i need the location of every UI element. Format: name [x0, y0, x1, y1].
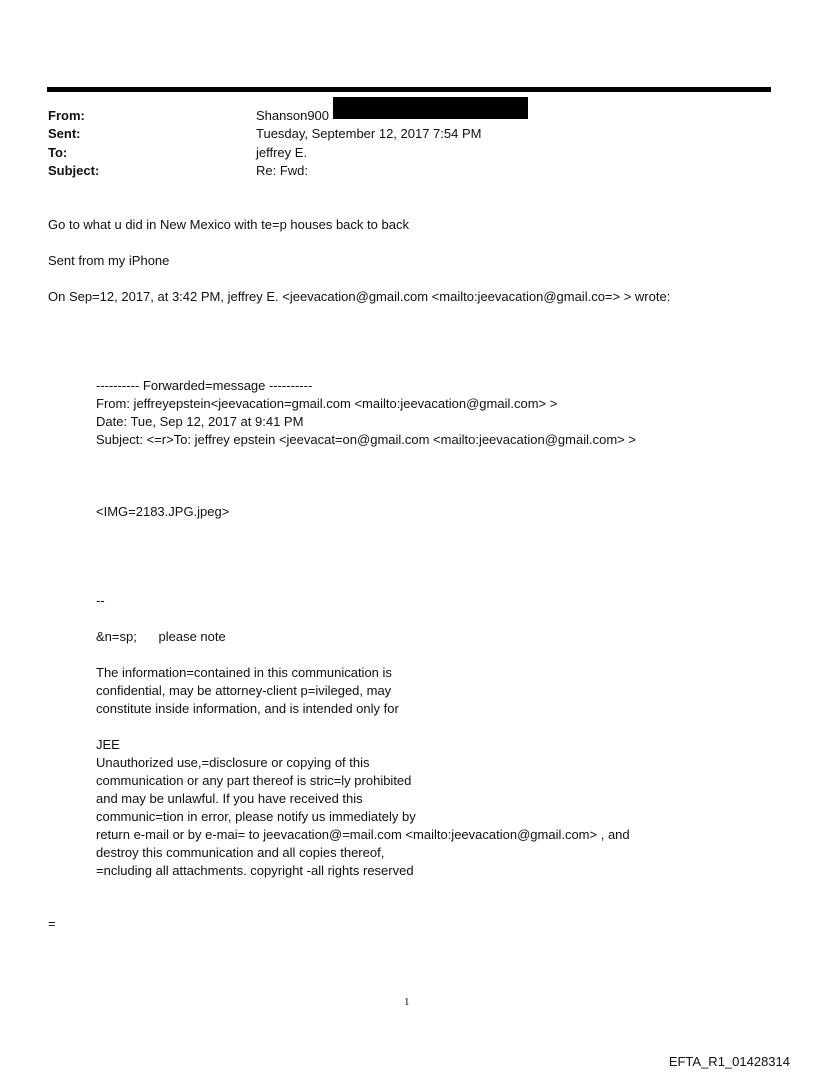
disclaimer-line: communication or any part thereof is stric=ly prohibited — [96, 773, 412, 788]
document-id: EFTA_R1_01428314 — [668, 1054, 790, 1069]
to-value: jeffrey E. — [256, 145, 308, 160]
header-rule — [47, 87, 771, 92]
disclaimer-line: constitute inside information, and is intended only for — [96, 701, 399, 716]
to-label: To: — [48, 145, 68, 160]
redaction-box — [333, 97, 528, 119]
quote-attribution: On Sep=12, 2017, at 3:42 PM, jeffrey E. <jeevacation@gmail.com <mailto:jeevacation@gmail.co=> > wrote: — [48, 289, 671, 304]
page-number: 1 — [404, 996, 410, 1008]
disclaimer-line: communic=tion in error, please notify us immediately by — [96, 809, 416, 824]
subject-value: Re: Fwd: — [256, 163, 309, 178]
from-label: From: — [48, 108, 85, 123]
message-line: Go to what u did in New Mexico with te=p houses back to back — [48, 217, 409, 232]
signature-dashes: -- — [96, 593, 105, 608]
subject-label: Subject: — [48, 163, 100, 178]
forwarded-subject: Subject: <=r>To: jeffrey epstein <jeevacat=on@gmail.com <mailto:jeevacation@gmail.com> > — [96, 432, 636, 447]
forwarded-separator: ---------- Forwarded=message ---------- — [96, 378, 313, 393]
disclaimer-line: return e-mail or by e-mai= to jeevacation@=mail.com <mailto:jeevacation@gmail.com> , and — [96, 827, 630, 842]
from-value: Shanson900 — [256, 108, 330, 123]
please-note: &n=sp; please note — [96, 629, 226, 644]
disclaimer-line: Unauthorized use,=disclosure or copying of this — [96, 755, 370, 770]
disclaimer-line: =ncluding all attachments. copyright -all rights reserved — [96, 863, 414, 878]
disclaimer-jee: JEE — [96, 737, 120, 752]
disclaimer-line: destroy this communication and all copies thereof, — [96, 845, 385, 860]
forwarded-from: From: jeffreyepstein<jeevacation=gmail.com <mailto:jeevacation@gmail.com> > — [96, 396, 558, 411]
signature-line: Sent from my iPhone — [48, 253, 170, 268]
disclaimer-line: The information=contained in this communication is — [96, 665, 392, 680]
trailing-equals: = — [48, 916, 56, 931]
disclaimer-line: confidential, may be attorney-client p=ivileged, may — [96, 683, 392, 698]
sent-label: Sent: — [48, 126, 81, 141]
forwarded-date: Date: Tue, Sep 12, 2017 at 9:41 PM — [96, 414, 304, 429]
sent-value: Tuesday, September 12, 2017 7:54 PM — [256, 126, 482, 141]
disclaimer-line: and may be unlawful. If you have received this — [96, 791, 363, 806]
image-placeholder: <IMG=2183.JPG.jpeg> — [96, 504, 230, 519]
